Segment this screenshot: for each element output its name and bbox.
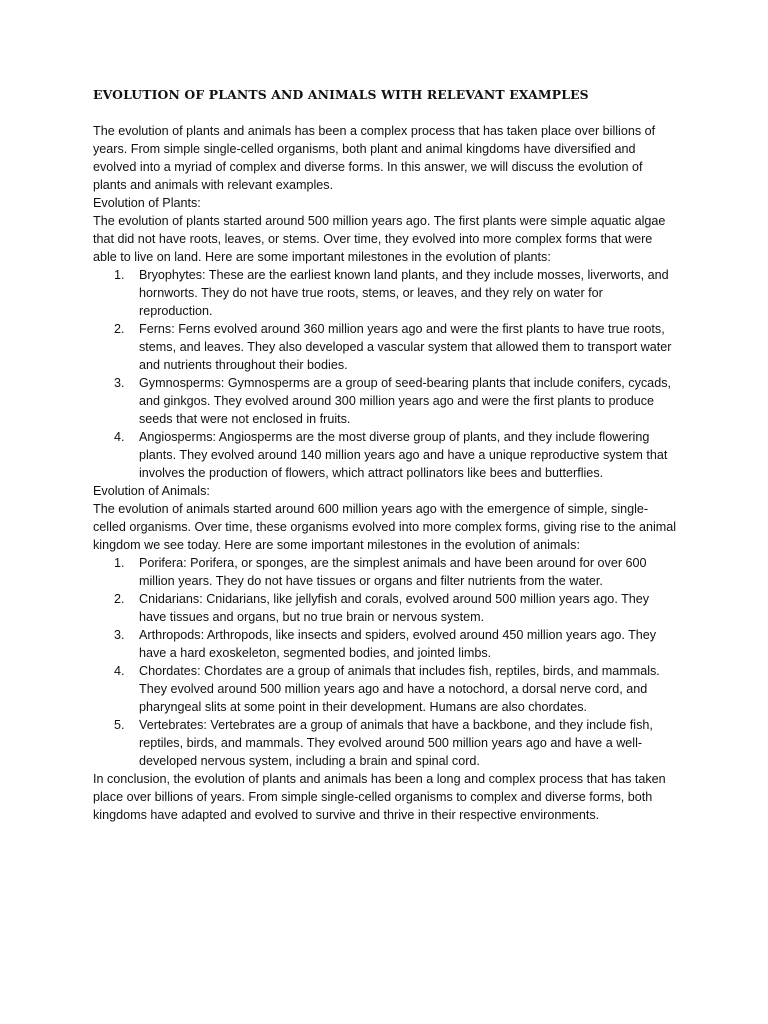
list-item-text: Angiosperms: Angiosperms are the most diverse group of plants, and they include flowering plants. They evolved around 140 million years ago and have a unique reproductive system that involves the production of flowers, which attract pollinators like bees and butterflies. xyxy=(139,430,668,480)
list-item-text: Porifera: Porifera, or sponges, are the simplest animals and have been around for over 600 million years. They do not have tissues or organs and filter nutrients from the water. xyxy=(139,556,647,588)
list-item-text: Vertebrates: Vertebrates are a group of animals that have a backbone, and they include fish, reptiles, birds, and mammals. They evolved around 500 million years ago and have a well-developed nervous system, including a brain and spinal cord. xyxy=(139,718,653,768)
animals-intro-paragraph: The evolution of animals started around 600 million years ago with the emergence of simple, single-celled organisms. Over time, these organisms evolved into more complex forms, giving rise to the animal kingdom we see today. Here are some important milestones in the evolution of animals: xyxy=(93,502,677,552)
list-item xyxy=(93,320,678,374)
list-item-number: 3. xyxy=(114,628,125,642)
list-item xyxy=(93,626,678,662)
list-item-text: Chordates: Chordates are a group of animals that includes fish, reptiles, birds, and mammals. They evolved around 500 million years ago and have a notochord, a dorsal nerve cord, and pharyngeal slits at some point in their development. Humans are also chordates. xyxy=(139,664,660,714)
list-item xyxy=(93,554,678,590)
conclusion-paragraph: In conclusion, the evolution of plants and animals has been a long and complex process that has taken place over billions of years. From simple single-celled organisms to complex and diverse forms, both kingdoms have adapted and evolved to survive and thrive in their respective environments. xyxy=(93,772,666,822)
list-item-number: 1. xyxy=(114,268,125,282)
list-item xyxy=(93,716,678,770)
list-item-number: 2. xyxy=(114,322,125,336)
animals-milestone-list xyxy=(93,554,678,770)
list-item-number: 5. xyxy=(114,718,125,732)
document-body xyxy=(93,122,678,824)
list-item xyxy=(93,590,678,626)
list-item-number: 4. xyxy=(114,664,125,678)
animals-heading: Evolution of Animals: xyxy=(93,484,210,498)
list-item xyxy=(93,266,678,320)
list-item xyxy=(93,374,678,428)
intro-paragraph: The evolution of plants and animals has been a complex process that has taken place over billions of years. From simple single-celled organisms, both plant and animal kingdoms have diversified and evolved into a myriad of complex and diverse forms. In this answer, we will discuss the evolution of plants and animals with relevant examples. xyxy=(93,124,656,192)
list-item-text: Ferns: Ferns evolved around 360 million years ago and were the first plants to have true roots, stems, and leaves. They also developed a vascular system that allowed them to transport water and nutrients throughout their bodies. xyxy=(139,322,672,372)
list-item xyxy=(93,662,678,716)
list-item-number: 2. xyxy=(114,592,125,606)
list-item-number: 4. xyxy=(114,430,125,444)
plants-heading: Evolution of Plants: xyxy=(93,196,201,210)
document-title: EVOLUTION OF PLANTS AND ANIMALS WITH RELEVANT EXAMPLES xyxy=(93,87,589,102)
list-item-text: Cnidarians: Cnidarians, like jellyfish and corals, evolved around 500 million years ago. They have tissues and organs, but no true brain or nervous system. xyxy=(139,592,650,624)
list-item-text: Gymnosperms: Gymnosperms are a group of seed-bearing plants that include conifers, cycads, and ginkgos. They evolved around 300 million years ago and were the first plants to produce seeds that were not enclosed in fruits. xyxy=(139,376,671,426)
list-item-number: 1. xyxy=(114,556,125,570)
list-item-text: Bryophytes: These are the earliest known land plants, and they include mosses, liverworts, and hornworts. They do not have true roots, stems, or leaves, and they rely on water for reproduction. xyxy=(139,268,669,318)
list-item xyxy=(93,428,678,482)
plants-milestone-list xyxy=(93,266,678,482)
plants-intro-paragraph: The evolution of plants started around 500 million years ago. The first plants were simple aquatic algae that did not have roots, leaves, or stems. Over time, they evolved into more complex forms that were able to live on land. Here are some important milestones in the evolution of plants: xyxy=(93,214,666,264)
list-item-text: Arthropods: Arthropods, like insects and spiders, evolved around 450 million years ago. They have a hard exoskeleton, segmented bodies, and jointed limbs. xyxy=(139,628,657,660)
list-item-number: 3. xyxy=(114,376,125,390)
